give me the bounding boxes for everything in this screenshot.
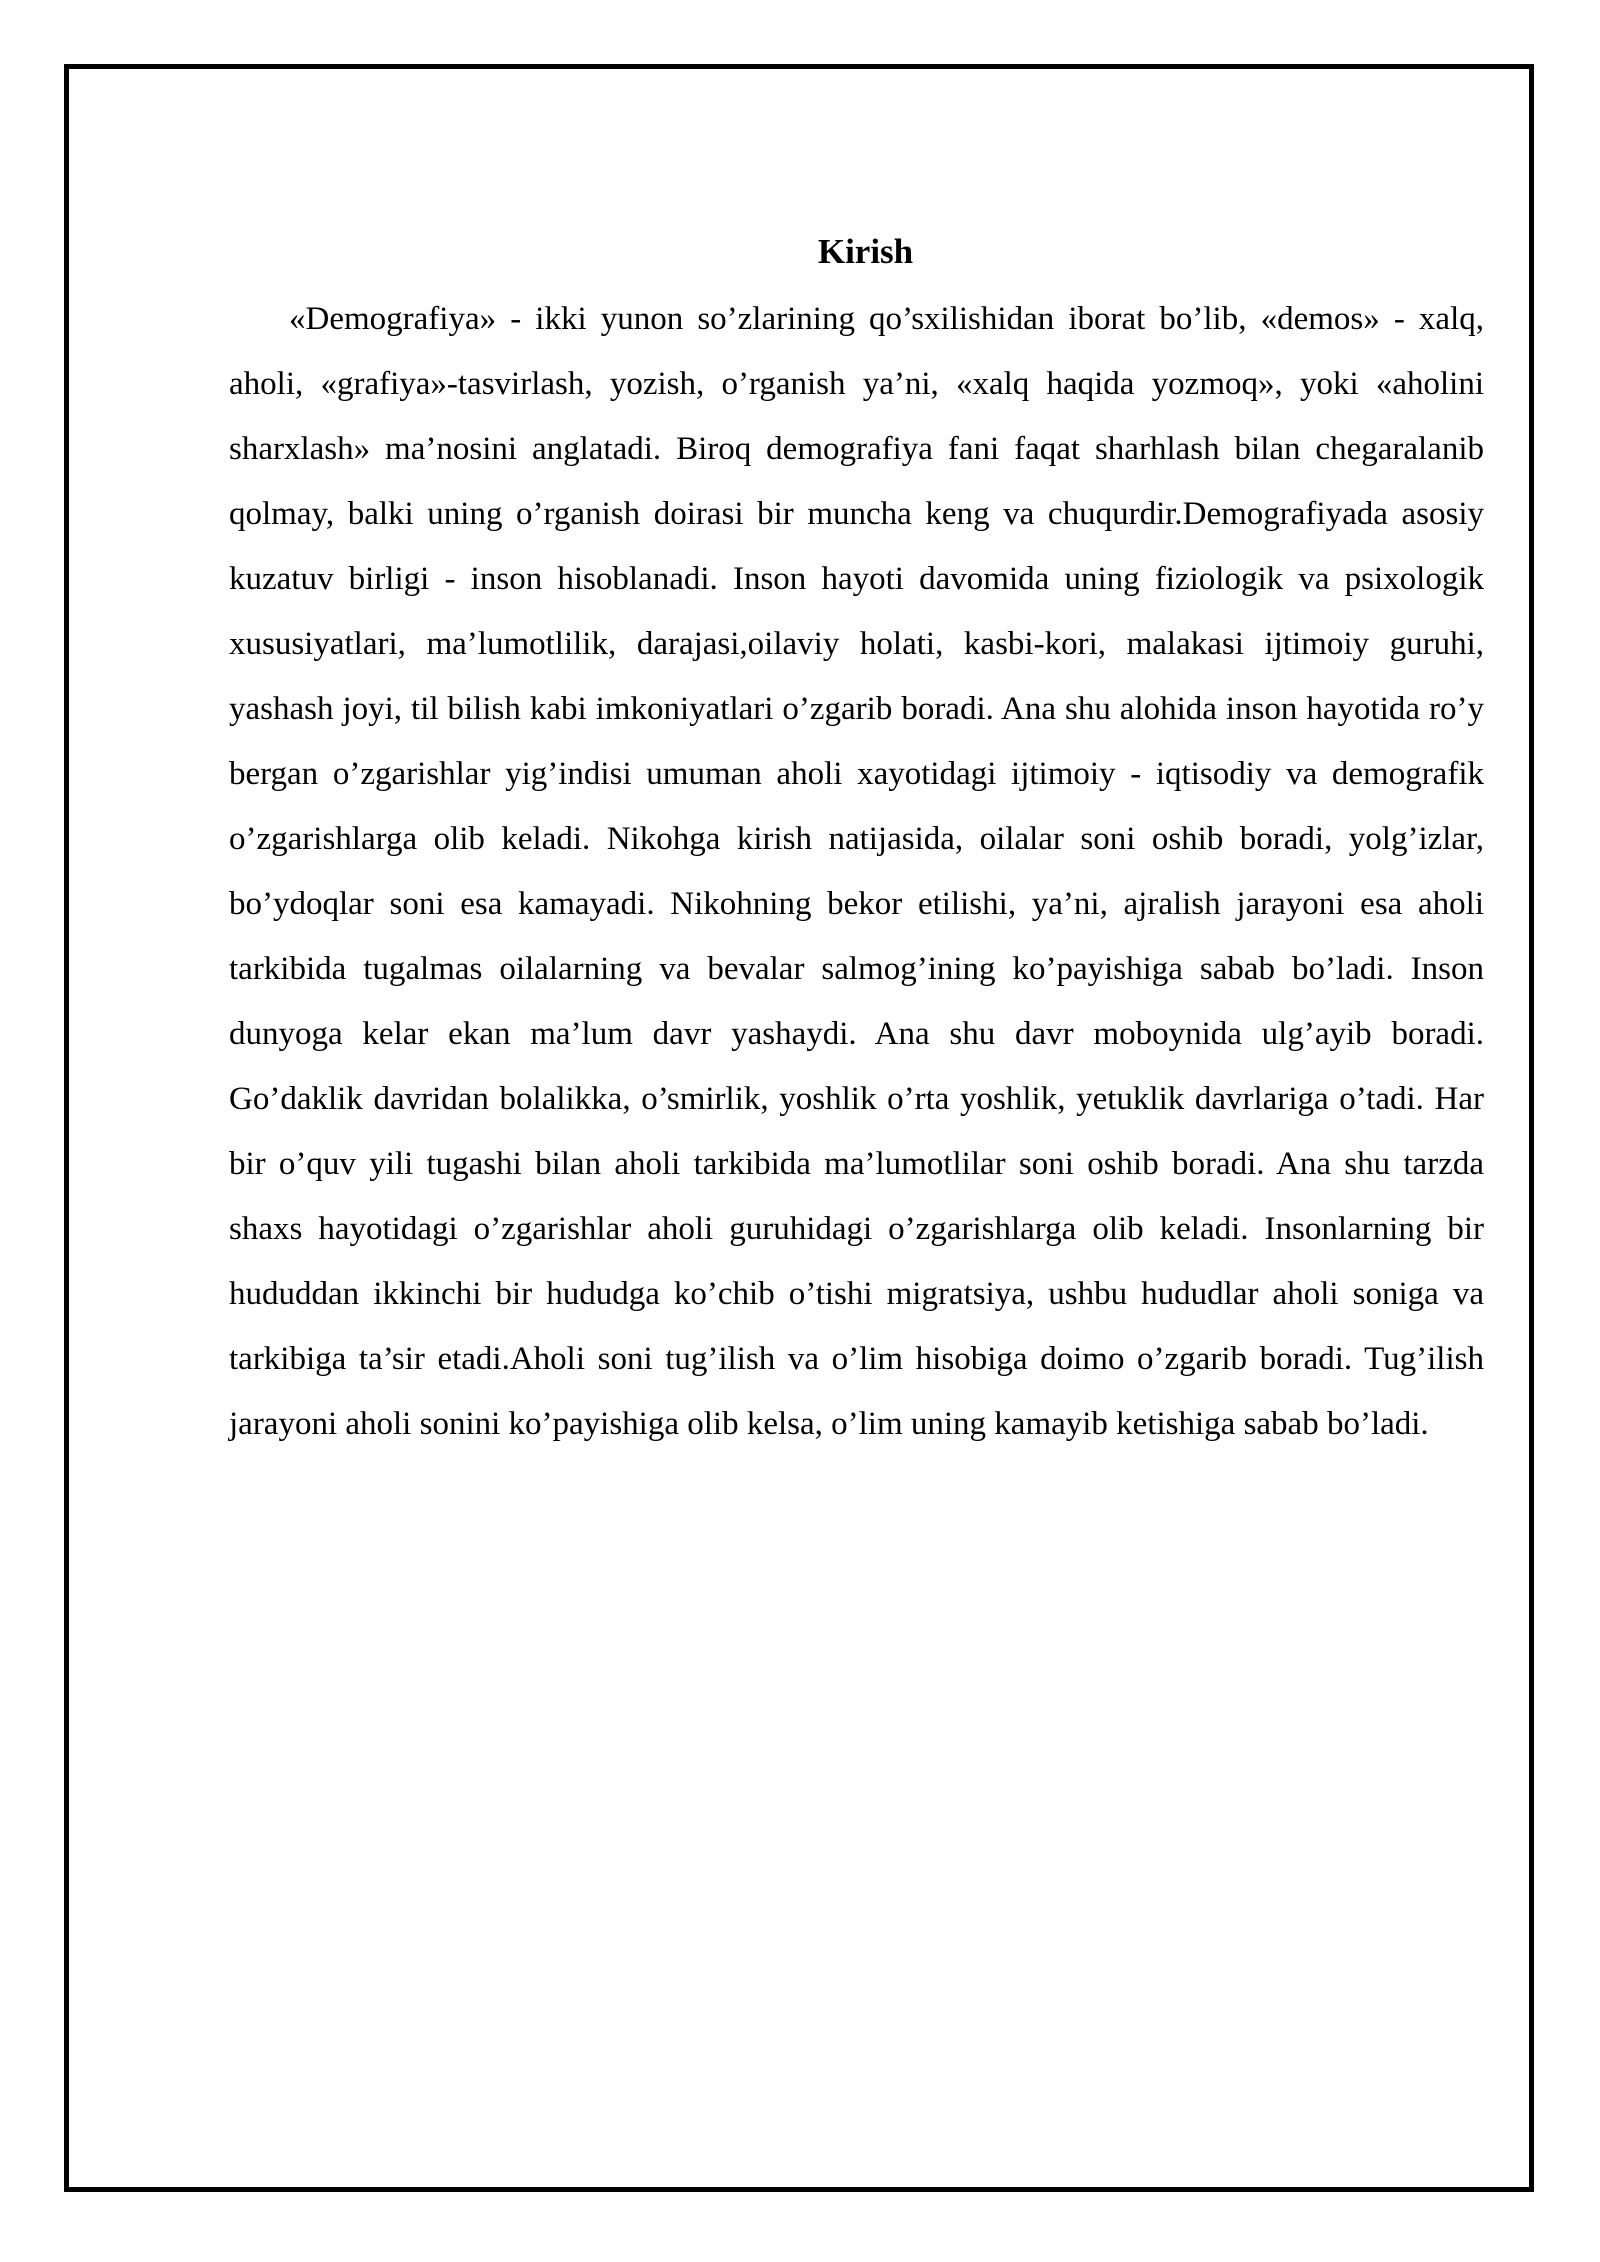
page-title: Kirish <box>817 232 914 271</box>
page-content <box>229 222 1484 1457</box>
body-paragraph: «Demografiya» - ikki yunon so’zlarining qo’sxilishidan iborat bo’lib, «demos» - xalq, aholi, «grafiya»-tasvirlash, yozish, o’rganish ya’ni, «xalq haqida yozmoq», yoki «aholini sharxlash» ma’nosini anglatadi. Biroq demografiya fani faqat sharhlash bilan chegaralanib qolmay, balki uning o’rganish doirasi bir muncha keng va chuqurdir.Demografiyada asosiy kuzatuv birligi - inson hisoblanadi. Inson hayoti davomida uning fiziologik va psixologik xususiyatlari, ma’lumotlilik, darajasi,oilaviy holati, kasbi-kori, malakasi ijtimoiy guruhi, yashash joyi, til bilish kabi imkoniyatlari o’zgarib boradi. Ana shu alohida inson hayotida ro’y bergan o’zgarishlar yig’indisi umuman aholi xayotidagi ijtimoiy - iqtisodiy va demografik o’zgarishlarga olib keladi. Nikohga kirish natijasida, oilalar soni oshib boradi, yolg’izlar, bo’ydoqlar soni esa kamayadi. Nikohning bekor etilishi, ya’ni, ajralish jarayoni esa aholi tarkibida tugalmas oilalarning va bevalar salmog’ining ko’payishiga sabab bo’ladi. Inson dunyoga kelar ekan ma’lum davr yashaydi. Ana shu davr moboynida ulg’ayib boradi. Go’daklik davridan bolalikka, o’smirlik, yoshlik o’rta yoshlik, yetuklik davrlariga o’tadi. Har bir o’quv yili tugashi bilan aholi tarkibida ma’lumotlilar soni oshib boradi. Ana shu tarzda shaxs hayotidagi o’zgarishlar aholi guruhidagi o’zgarishlarga olib keladi. Insonlarning bir hududdan ikkinchi bir hududga ko’chib o’tishi migratsiya, ushbu hududlar aholi soniga va tarkibiga ta’sir etadi.Aholi soni tug’ilish va o’lim hisobiga doimo o’zgarib boradi. Tug’ilish jarayoni aholi sonini ko’payishiga olib kelsa, o’lim uning kamayib ketishiga sabab bo’ladi. <box>229 301 1484 1442</box>
